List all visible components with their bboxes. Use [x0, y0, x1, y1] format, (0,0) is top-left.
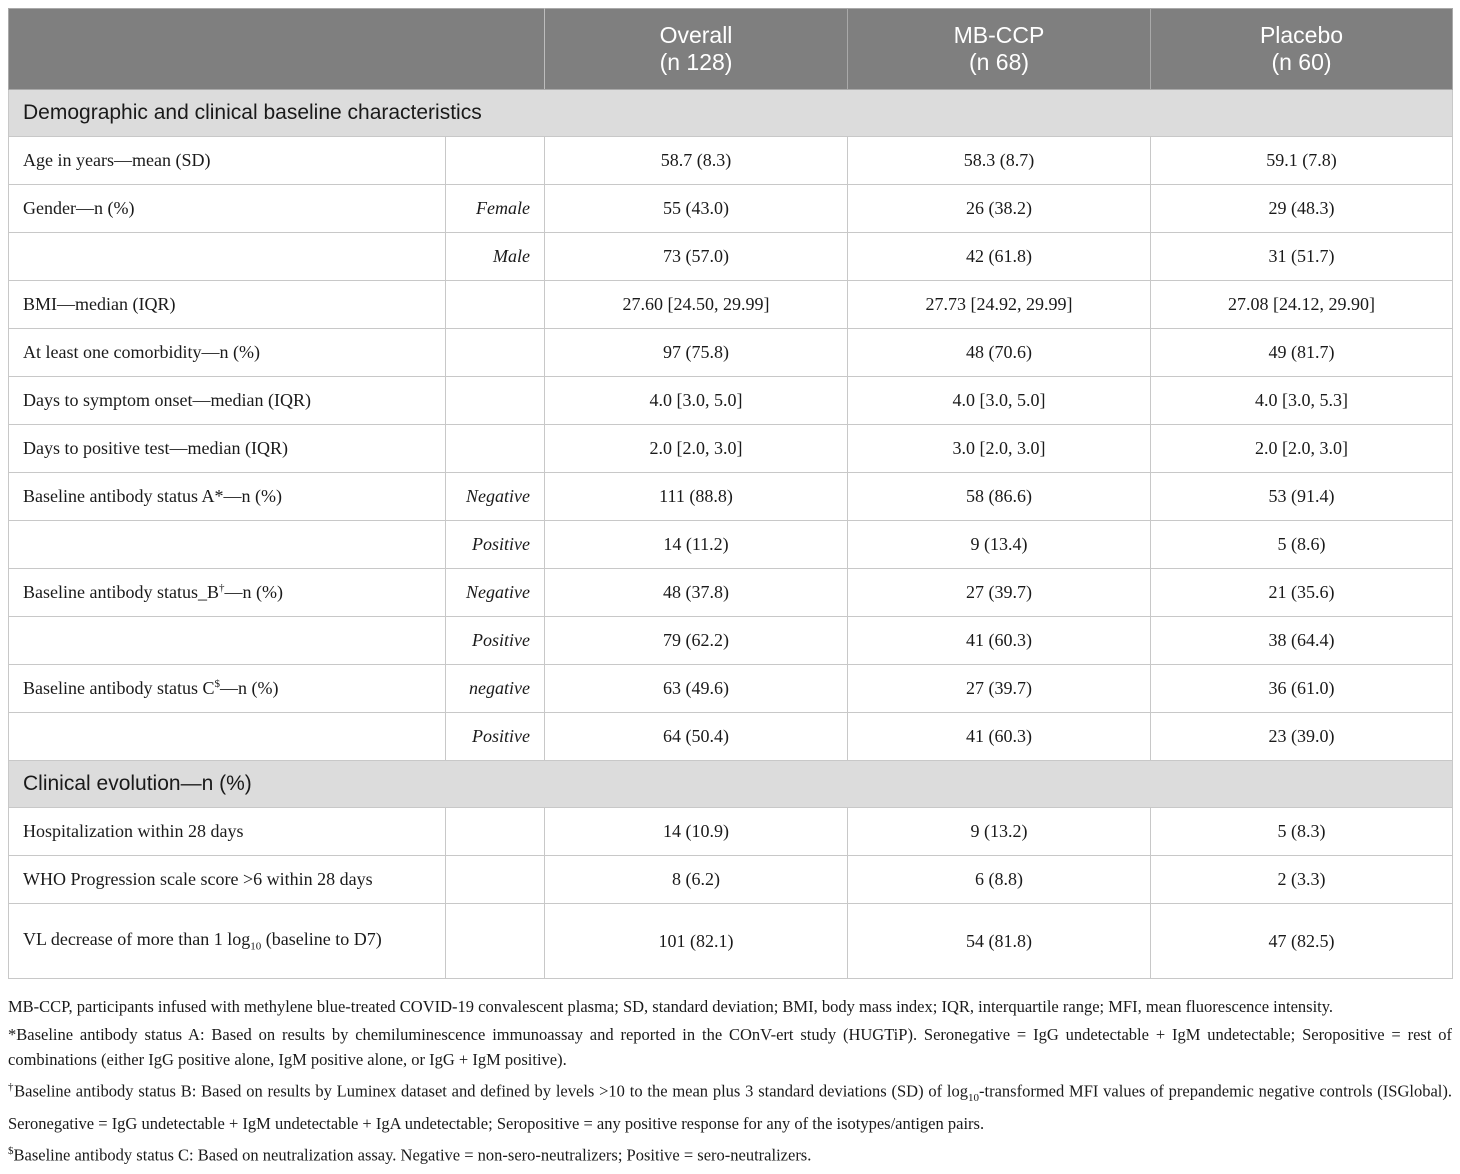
row-sublabel: Male [446, 233, 545, 281]
header-row [9, 9, 1453, 90]
row-label: Days to positive test—median (IQR) [9, 425, 446, 473]
cell-mbccp: 27 (39.7) [848, 569, 1151, 617]
row-label: Days to symptom onset—median (IQR) [9, 377, 446, 425]
row-sublabel [446, 329, 545, 377]
row-sublabel [446, 137, 545, 185]
table-row [9, 185, 1453, 233]
table-row [9, 329, 1453, 377]
cell-mbccp: 26 (38.2) [848, 185, 1151, 233]
dagger-mark: † [218, 582, 225, 594]
cell-overall: 101 (82.1) [545, 904, 848, 979]
cell-placebo: 21 (35.6) [1151, 569, 1453, 617]
cell-placebo: 4.0 [3.0, 5.3] [1151, 377, 1453, 425]
cell-overall: 58.7 (8.3) [545, 137, 848, 185]
cell-overall: 97 (75.8) [545, 329, 848, 377]
row-label: Gender—n (%) [9, 185, 446, 233]
table-row [9, 425, 1453, 473]
row-label-suffix: (baseline to D7) [261, 929, 382, 950]
section-title: Demographic and clinical baseline characteristics [9, 90, 1453, 137]
table-footnotes [8, 994, 1452, 1170]
cell-overall: 111 (88.8) [545, 473, 848, 521]
row-sublabel [446, 904, 545, 979]
cell-mbccp: 41 (60.3) [848, 713, 1151, 761]
footnote-b-text-cont: -transformed MFI values of prepandemic negative controls (ISGlobal). Seronegative = IgG undetectable + IgM undetectable + IgA undetectable; Seropositive = any positive response for any of the isotypes/antigen pairs. [8, 1081, 1452, 1133]
row-label [9, 617, 446, 665]
cell-placebo: 27.08 [24.12, 29.90] [1151, 281, 1453, 329]
table-row [9, 856, 1453, 904]
cell-mbccp: 41 (60.3) [848, 617, 1151, 665]
row-label-text: Baseline antibody status C [23, 678, 215, 698]
row-label-text: VL decrease of more than 1 log [23, 929, 251, 950]
cell-overall: 14 (10.9) [545, 808, 848, 856]
row-sublabel: Negative [446, 473, 545, 521]
header-mbccp [848, 9, 1151, 90]
row-label-suffix: —n (%) [224, 582, 283, 602]
footnote-abbreviations: MB-CCP, participants infused with methylene blue-treated COVID-19 convalescent plasma; SD, standard deviation; BMI, body mass index; IQR, interquartile range; MFI, mean fluorescence intensity. [8, 997, 1334, 1016]
row-label: WHO Progression scale score >6 within 28 days [9, 856, 446, 904]
asterisk-mark: * [8, 1025, 17, 1044]
cell-placebo: 47 (82.5) [1151, 904, 1453, 979]
header-overall [545, 9, 848, 90]
log-subscript: 10 [250, 940, 262, 953]
table-row [9, 665, 1453, 713]
row-label: Age in years—mean (SD) [9, 137, 446, 185]
cell-placebo: 5 (8.6) [1151, 521, 1453, 569]
cell-mbccp: 42 (61.8) [848, 233, 1151, 281]
row-label [9, 904, 446, 979]
row-sublabel: Negative [446, 569, 545, 617]
cell-mbccp: 48 (70.6) [848, 329, 1151, 377]
header-mbccp-n: (n 68) [968, 49, 1030, 75]
row-sublabel [446, 377, 545, 425]
table-row [9, 521, 1453, 569]
cell-placebo: 29 (48.3) [1151, 185, 1453, 233]
section-mark: $ [8, 1144, 14, 1157]
section-row-clinical [9, 761, 1453, 808]
row-sublabel [446, 808, 545, 856]
cell-placebo: 5 (8.3) [1151, 808, 1453, 856]
cell-placebo: 36 (61.0) [1151, 665, 1453, 713]
table-row [9, 281, 1453, 329]
table-row [9, 808, 1453, 856]
row-sublabel: negative [446, 665, 545, 713]
cell-overall: 2.0 [2.0, 3.0] [545, 425, 848, 473]
row-sublabel [446, 281, 545, 329]
cell-placebo: 31 (51.7) [1151, 233, 1453, 281]
cell-mbccp: 54 (81.8) [848, 904, 1151, 979]
footnote-c [8, 1139, 1452, 1168]
header-placebo-n: (n 60) [1271, 49, 1332, 75]
table-row [9, 569, 1453, 617]
header-mbccp-title: MB-CCP [953, 22, 1045, 48]
row-sublabel [446, 856, 545, 904]
table-row [9, 713, 1453, 761]
cell-placebo: 38 (64.4) [1151, 617, 1453, 665]
section-mark: $ [214, 678, 220, 690]
row-sublabel: Positive [446, 617, 545, 665]
row-label [9, 521, 446, 569]
row-label: At least one comorbidity—n (%) [9, 329, 446, 377]
cell-mbccp: 27.73 [24.92, 29.99] [848, 281, 1151, 329]
row-label: Baseline antibody status A*—n (%) [9, 473, 446, 521]
row-sublabel: Female [446, 185, 545, 233]
cell-mbccp: 9 (13.2) [848, 808, 1151, 856]
cell-placebo: 2.0 [2.0, 3.0] [1151, 425, 1453, 473]
footnote-a-text: Baseline antibody status A: Based on results by chemiluminescence immunoassay and reported in the COnV-ert study (HUGTiP). Seronegative = IgG undetectable + IgM undetectable; Seropositive = rest of combinations (either IgG positive alone, IgM positive alone, or IgG + IgM positive). [8, 1025, 1452, 1069]
header-overall-n: (n 128) [659, 49, 733, 75]
cell-overall: 27.60 [24.50, 29.99] [545, 281, 848, 329]
row-label [9, 665, 446, 713]
cell-mbccp: 4.0 [3.0, 5.0] [848, 377, 1151, 425]
footnote-b [8, 1075, 1452, 1136]
cell-mbccp: 27 (39.7) [848, 665, 1151, 713]
row-label-text: Baseline antibody status_B [23, 582, 219, 602]
cell-overall: 79 (62.2) [545, 617, 848, 665]
cell-overall: 64 (50.4) [545, 713, 848, 761]
row-label [9, 713, 446, 761]
table-row [9, 617, 1453, 665]
section-title: Clinical evolution—n (%) [9, 761, 1453, 808]
cell-overall: 73 (57.0) [545, 233, 848, 281]
section-row-baseline [9, 90, 1453, 137]
dagger-mark: † [8, 1081, 15, 1093]
table-row [9, 904, 1453, 979]
cell-placebo: 49 (81.7) [1151, 329, 1453, 377]
row-sublabel [446, 425, 545, 473]
cell-overall: 55 (43.0) [545, 185, 848, 233]
row-sublabel: Positive [446, 713, 545, 761]
cell-mbccp: 6 (8.8) [848, 856, 1151, 904]
cell-overall: 4.0 [3.0, 5.0] [545, 377, 848, 425]
cell-overall: 8 (6.2) [545, 856, 848, 904]
row-label: BMI—median (IQR) [9, 281, 446, 329]
cell-mbccp: 9 (13.4) [848, 521, 1151, 569]
row-label [9, 569, 446, 617]
footnote-b-text: Baseline antibody status B: Based on results by Luminex dataset and defined by levels >10 to the mean plus 3 standard deviations (SD) of log [14, 1081, 969, 1101]
cell-overall: 48 (37.8) [545, 569, 848, 617]
table-row [9, 377, 1453, 425]
row-label: Hospitalization within 28 days [9, 808, 446, 856]
table-row [9, 137, 1453, 185]
header-placebo-title: Placebo [1259, 22, 1344, 48]
cell-placebo: 53 (91.4) [1151, 473, 1453, 521]
header-blank-cell [9, 9, 545, 90]
footnote-a [8, 1022, 1452, 1072]
row-label [9, 233, 446, 281]
cell-mbccp: 3.0 [2.0, 3.0] [848, 425, 1151, 473]
cell-placebo: 2 (3.3) [1151, 856, 1453, 904]
cell-placebo: 59.1 (7.8) [1151, 137, 1453, 185]
header-placebo [1151, 9, 1453, 90]
table-row [9, 473, 1453, 521]
table-container [8, 8, 1452, 979]
baseline-characteristics-table [8, 8, 1453, 979]
footnote-c-text: Baseline antibody status C: Based on neutralization assay. Negative = non-sero-neutralizers; Positive = sero-neutralizers. [13, 1145, 812, 1165]
cell-mbccp: 58.3 (8.7) [848, 137, 1151, 185]
log-subscript: 10 [968, 1091, 980, 1104]
cell-overall: 14 (11.2) [545, 521, 848, 569]
row-sublabel: Positive [446, 521, 545, 569]
table-row [9, 233, 1453, 281]
row-label-suffix: —n (%) [219, 678, 279, 698]
header-overall-title: Overall [659, 22, 733, 48]
cell-placebo: 23 (39.0) [1151, 713, 1453, 761]
cell-mbccp: 58 (86.6) [848, 473, 1151, 521]
cell-overall: 63 (49.6) [545, 665, 848, 713]
